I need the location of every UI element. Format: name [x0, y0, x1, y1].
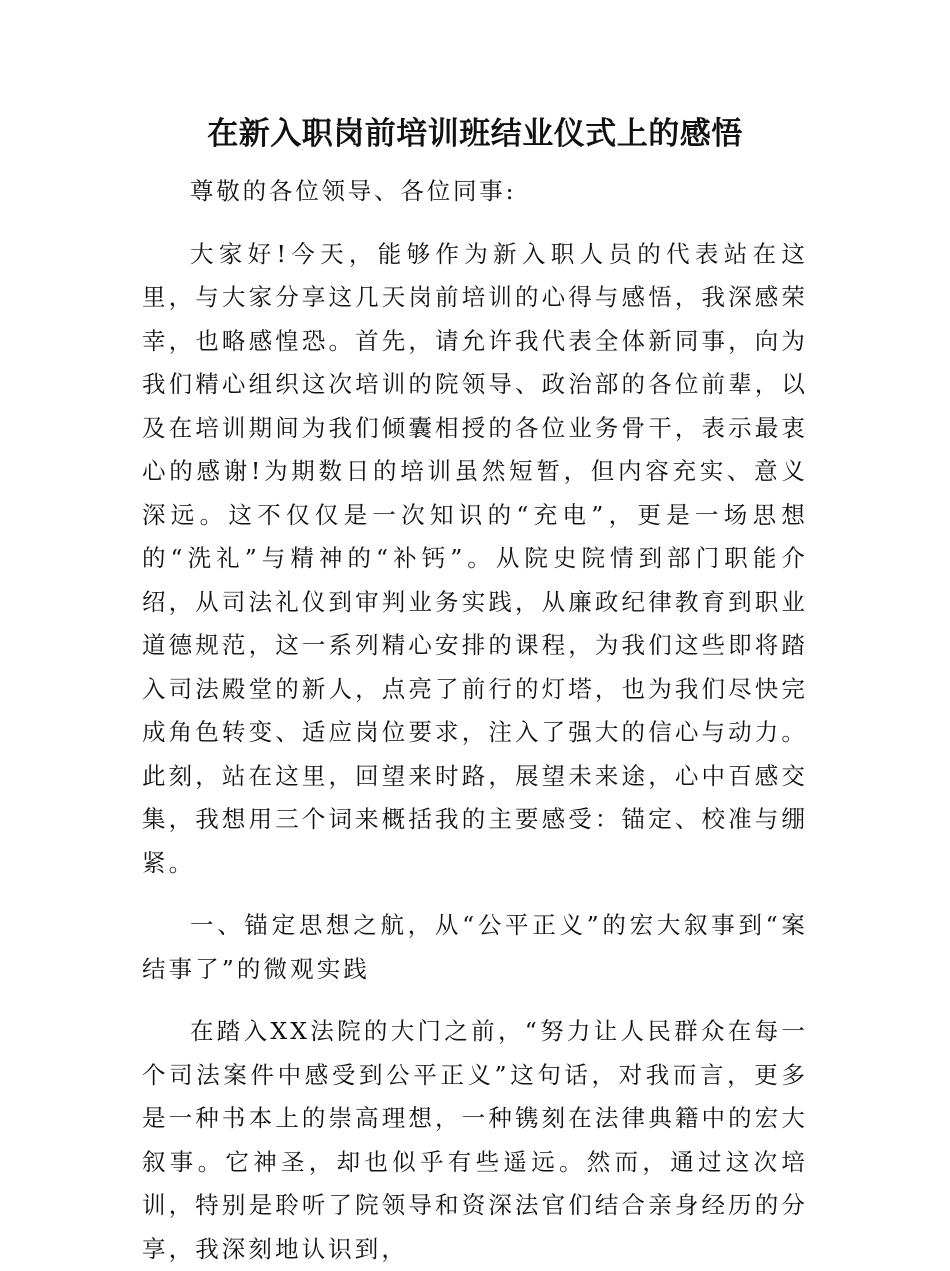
section-heading-1: 一、锚定思想之航，从“公平正义”的宏大叙事到“案结事了”的微观实践	[142, 911, 808, 983]
paragraph-section-1: 在踏入XX法院的大门之前，“努力让人民群众在每一个司法案件中感受到公平正义”这句话，对我而言，更多是一种书本上的崇高理想，一种镌刻在法律典籍中的宏大叙事。它神圣，却也似乎有些遥远。然而，通过这次培训，特别是聆听了院领导和资深法官们结合亲身经历的分享，我深刻地认识到，	[142, 1017, 808, 1263]
document-body	[142, 170, 808, 1271]
paragraph-opening: 大家好!今天，能够作为新入职人员的代表站在这里，与大家分享这几天岗前培训的心得与感悟，我深感荣幸，也略感惶恐。首先，请允许我代表全体新同事，向为我们精心组织这次培训的院领导、政治部的各位前辈，以及在培训期间为我们倾囊相授的各位业务骨干，表示最衷心的感谢!为期数日的培训虽然短暂，但内容充实、意义深远。这不仅仅是一次知识的“充电”，更是一场思想的“洗礼”与精神的“补钙”。从院史院情到部门职能介绍，从司法礼仪到审判业务实践，从廉政纪律教育到职业道德规范，这一系列精心安排的课程，为我们这些即将踏入司法殿堂的新人，点亮了前行的灯塔，也为我们尽快完成角色转变、适应岗位要求，注入了强大的信心与动力。此刻，站在这里，回望来时路，展望未来途，心中百感交集，我想用三个词来概括我的主要感受：锚定、校准与绷紧。	[142, 239, 808, 877]
document-title: 在新入职岗前培训班结业仪式上的感悟	[207, 116, 743, 152]
salutation: 尊敬的各位领导、各位同事:	[190, 177, 517, 205]
